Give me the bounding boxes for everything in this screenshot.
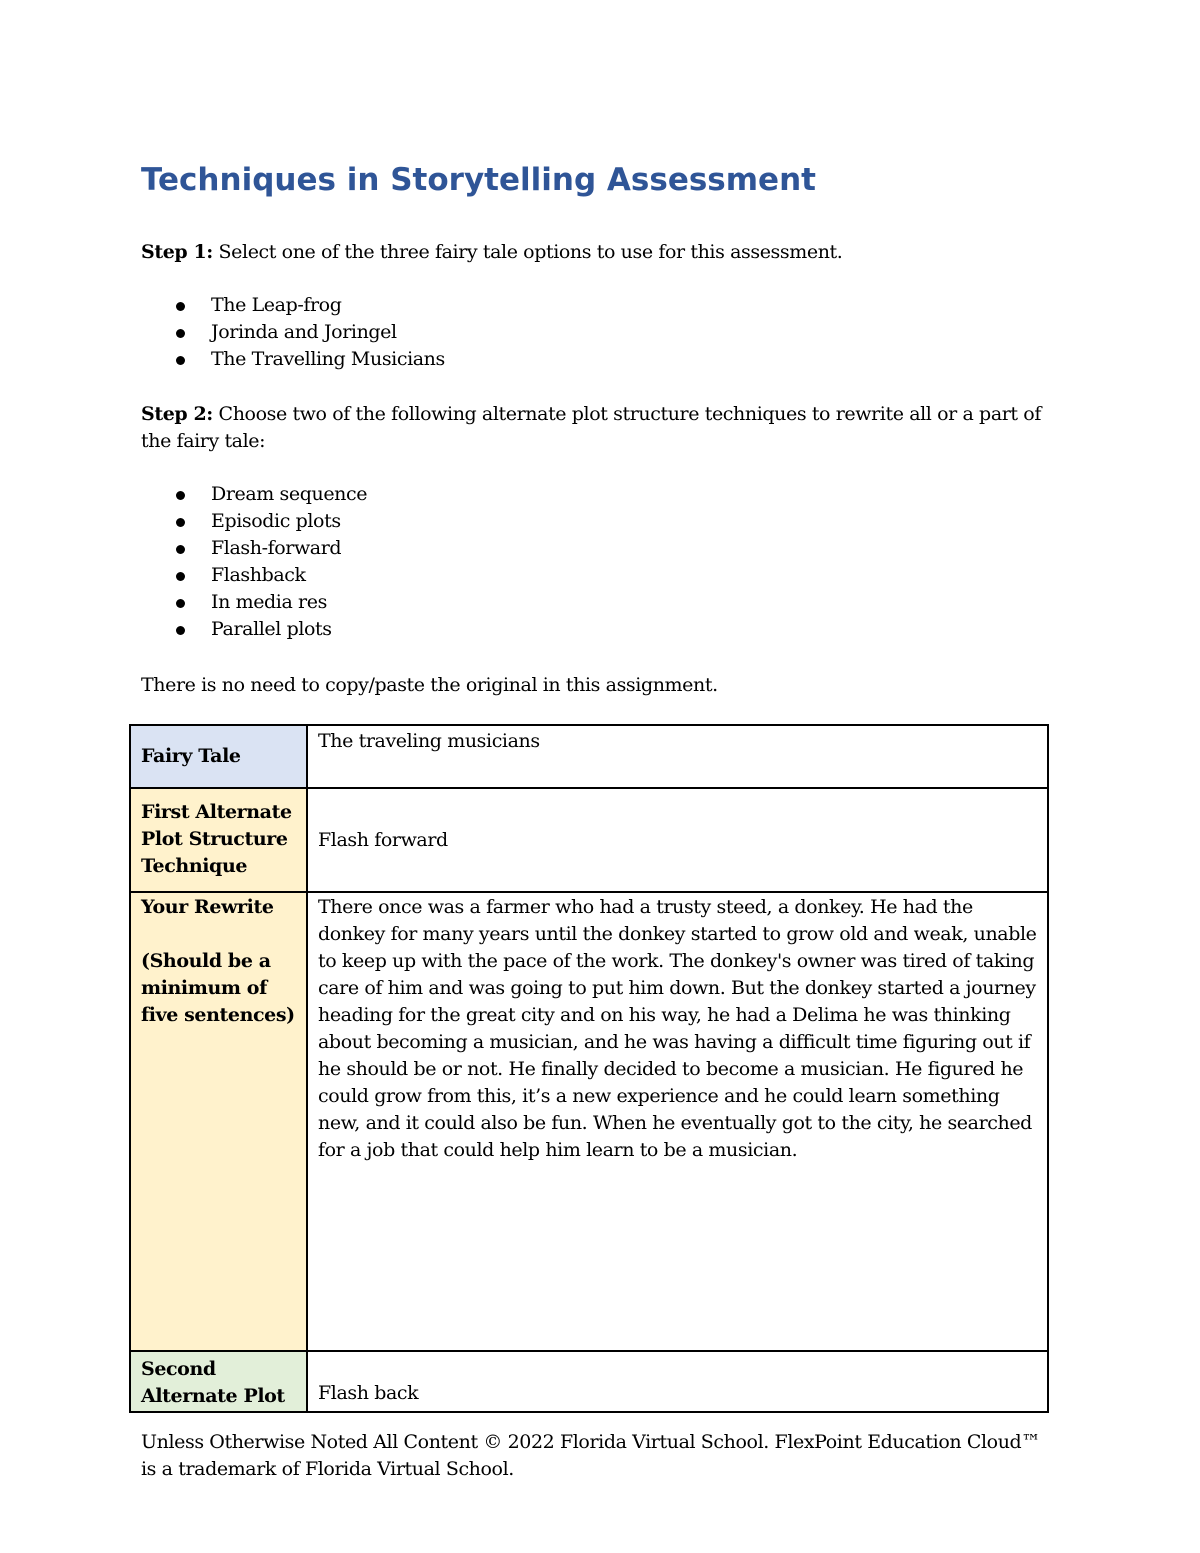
rewrite-answer[interactable]: There once was a farmer who had a trusty steed, a donkey. He had the donkey for many years until the donkey started to grow old and weak, unable to keep up with the pace of the work. The donkey's owner was tired of taking care of him and was going to put him down. But the donkey started a journey heading for the great city and on his way, he had a Delima he was thinking about becoming a musician, and he was having a difficult time figuring out if he should be or not. He finally decided to become a musician. He figured he could grow from this, it’s a new experience and he could learn something new, and it could also be fun. When he eventually got to the city, he searched for a job that could help him learn to be a musician. bbox=[307, 892, 1048, 1351]
bullet-icon bbox=[176, 491, 185, 500]
list-item: The Leap-frog bbox=[141, 292, 445, 319]
fairy-tale-answer[interactable]: The traveling musicians bbox=[307, 725, 1048, 788]
assignment-table bbox=[129, 724, 1049, 1413]
step-1-label: Step 1: bbox=[141, 241, 213, 263]
table-row bbox=[130, 892, 1048, 1351]
bullet-icon bbox=[176, 545, 185, 554]
second-technique-label: Second Alternate Plot bbox=[130, 1351, 307, 1412]
list-item: Dream sequence bbox=[141, 481, 367, 508]
step-2-text: Choose two of the following alternate plot structure techniques to rewrite all or a part of the fairy tale: bbox=[141, 403, 1041, 452]
bullet-icon bbox=[176, 302, 185, 311]
fairy-tale-options-list bbox=[141, 292, 445, 373]
list-item: Jorinda and Joringel bbox=[141, 319, 445, 346]
fairy-tale-label: Fairy Tale bbox=[130, 725, 307, 788]
step-1-text: Select one of the three fairy tale options to use for this assessment. bbox=[212, 241, 843, 263]
list-item: Flash-forward bbox=[141, 535, 367, 562]
technique-options-list bbox=[141, 481, 367, 643]
bullet-icon bbox=[176, 626, 185, 635]
bullet-icon bbox=[176, 356, 185, 365]
document-title: Techniques in Storytelling Assessment bbox=[141, 162, 816, 198]
list-item: Parallel plots bbox=[141, 616, 367, 643]
list-item: Episodic plots bbox=[141, 508, 367, 535]
second-technique-answer[interactable]: Flash back bbox=[307, 1351, 1048, 1412]
rewrite-hint: (Should be a minimum of five sentences) bbox=[141, 950, 295, 1026]
list-item: The Travelling Musicians bbox=[141, 346, 445, 373]
copyright-footer: Unless Otherwise Noted All Content © 2022 Florida Virtual School. FlexPoint Education Cloud™ is a trademark of Florida Virtual School. bbox=[141, 1431, 1040, 1480]
table-row bbox=[130, 725, 1048, 788]
rewrite-label-cell bbox=[130, 892, 307, 1351]
table-row bbox=[130, 1351, 1048, 1412]
copy-paste-note: There is no need to copy/paste the original in this assignment. bbox=[141, 674, 718, 696]
bullet-icon bbox=[176, 518, 185, 527]
list-item: In media res bbox=[141, 589, 367, 616]
step-2-instruction bbox=[141, 401, 1051, 455]
bullet-icon bbox=[176, 572, 185, 581]
first-technique-label: First Alternate Plot Structure Technique bbox=[130, 788, 307, 892]
step-1-instruction bbox=[141, 239, 1061, 266]
list-item: Flashback bbox=[141, 562, 367, 589]
bullet-icon bbox=[176, 329, 185, 338]
step-2-label: Step 2: bbox=[141, 403, 213, 425]
rewrite-label: Your Rewrite bbox=[141, 896, 274, 918]
bullet-icon bbox=[176, 599, 185, 608]
first-technique-answer[interactable]: Flash forward bbox=[307, 788, 1048, 892]
table-row bbox=[130, 788, 1048, 892]
